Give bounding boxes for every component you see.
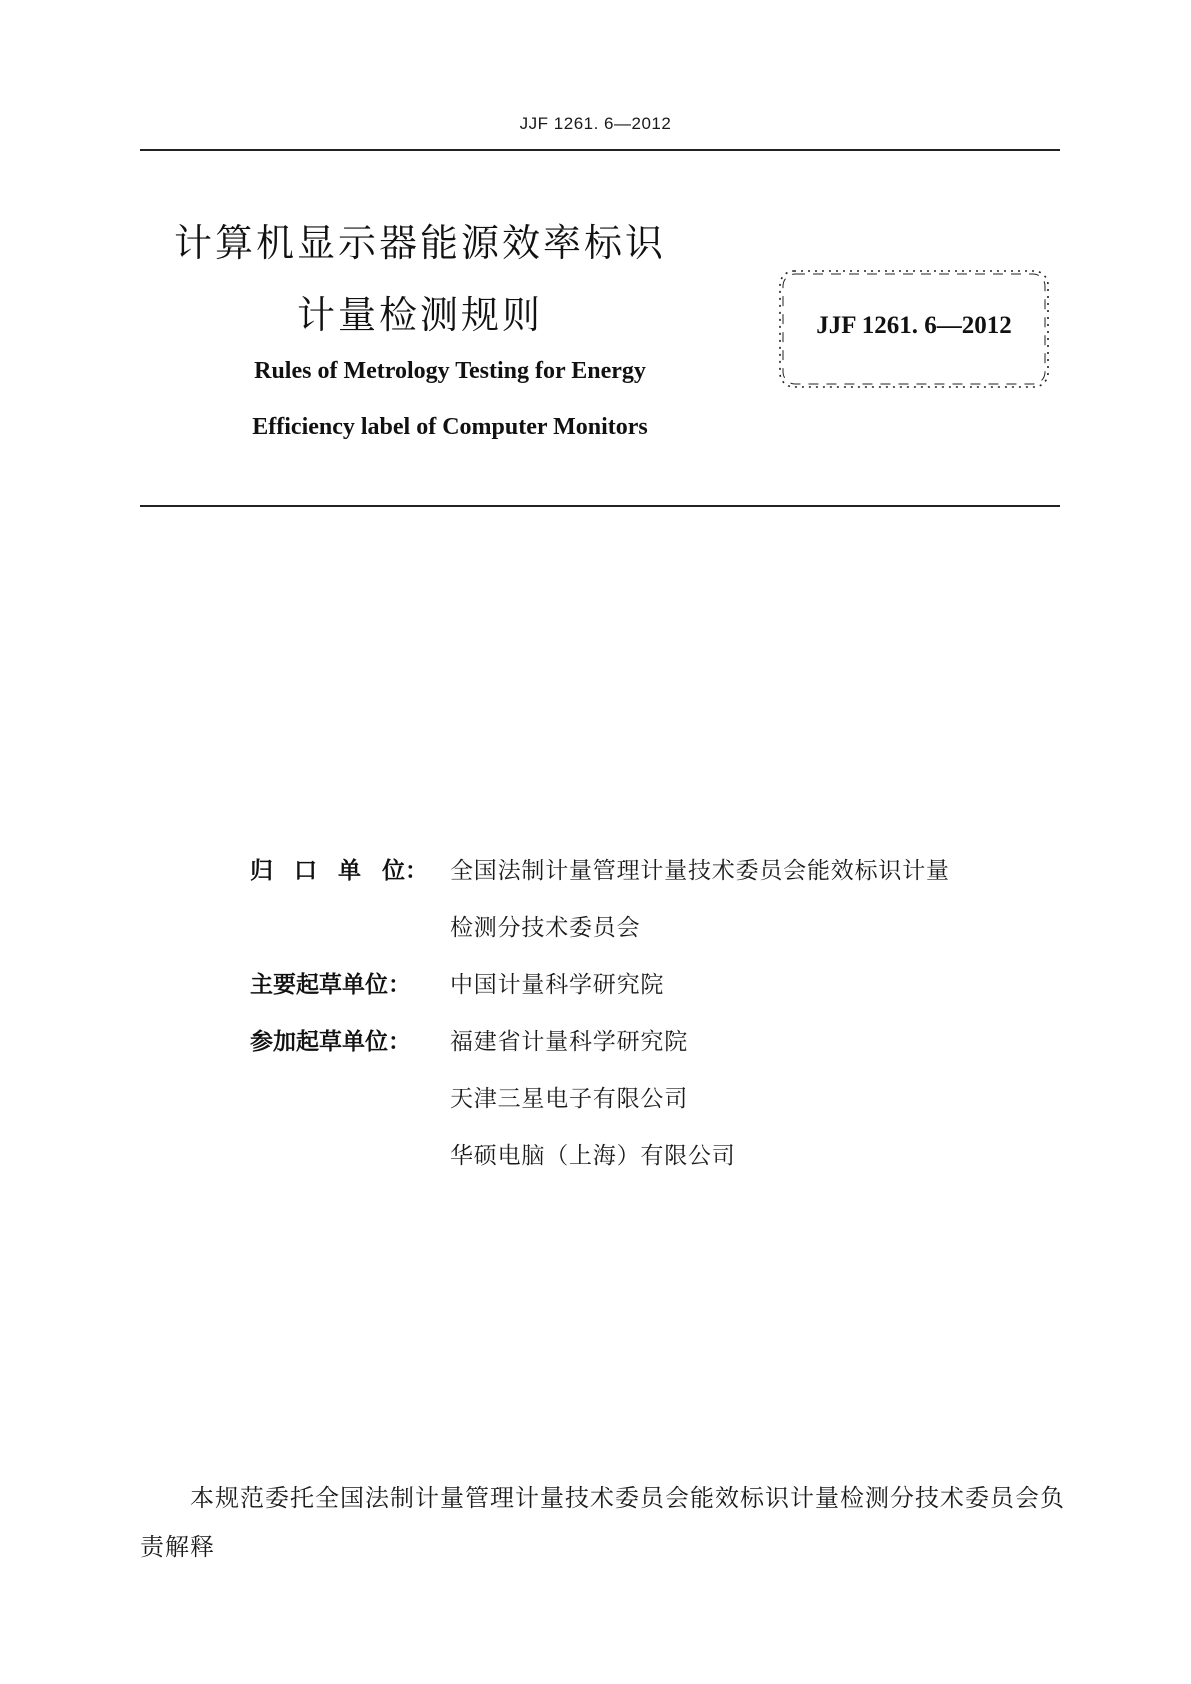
org-value-participating-1: 福建省计量科学研究院 [450, 1029, 688, 1055]
title-en-line1: Rules of Metrology Testing for Energy [254, 358, 646, 384]
org-value-participating-2: 天津三星电子有限公司 [450, 1086, 688, 1112]
header-rule [140, 149, 1060, 151]
org-value-participating-3: 华硕电脑（上海）有限公司 [450, 1143, 736, 1169]
standard-code-box [775, 266, 1053, 392]
interpretation-note: 本规范委托全国法制计量管理计量技术委员会能效标识计量检测分技术委员会负责解释 [140, 1484, 1065, 1561]
org-label-char: 归 [250, 858, 273, 884]
title-bottom-rule [140, 505, 1060, 507]
running-header-code: JJF 1261. 6—2012 [519, 114, 672, 133]
org-label-char: 单 [338, 858, 361, 884]
org-label-participating: 参加起草单位： [250, 1029, 411, 1055]
org-value-main-drafter: 中国计量科学研究院 [450, 972, 665, 998]
title-zh-line2: 计量检测规则 [296, 293, 543, 337]
org-label-main-drafter: 主要起草单位： [250, 972, 411, 998]
org-label-responsible [250, 856, 455, 886]
org-label-char: 位： [382, 858, 428, 884]
org-value-responsible-line1: 全国法制计量管理计量技术委员会能效标识计量 [450, 858, 950, 884]
title-en-line2: Efficiency label of Computer Monitors [252, 414, 648, 440]
org-value-responsible-line2: 检测分技术委员会 [450, 915, 641, 941]
org-label-char: 口 [294, 858, 317, 884]
title-zh-line1: 计算机显示器能源效率标识 [173, 221, 666, 265]
standard-code: JJF 1261. 6—2012 [816, 312, 1012, 339]
